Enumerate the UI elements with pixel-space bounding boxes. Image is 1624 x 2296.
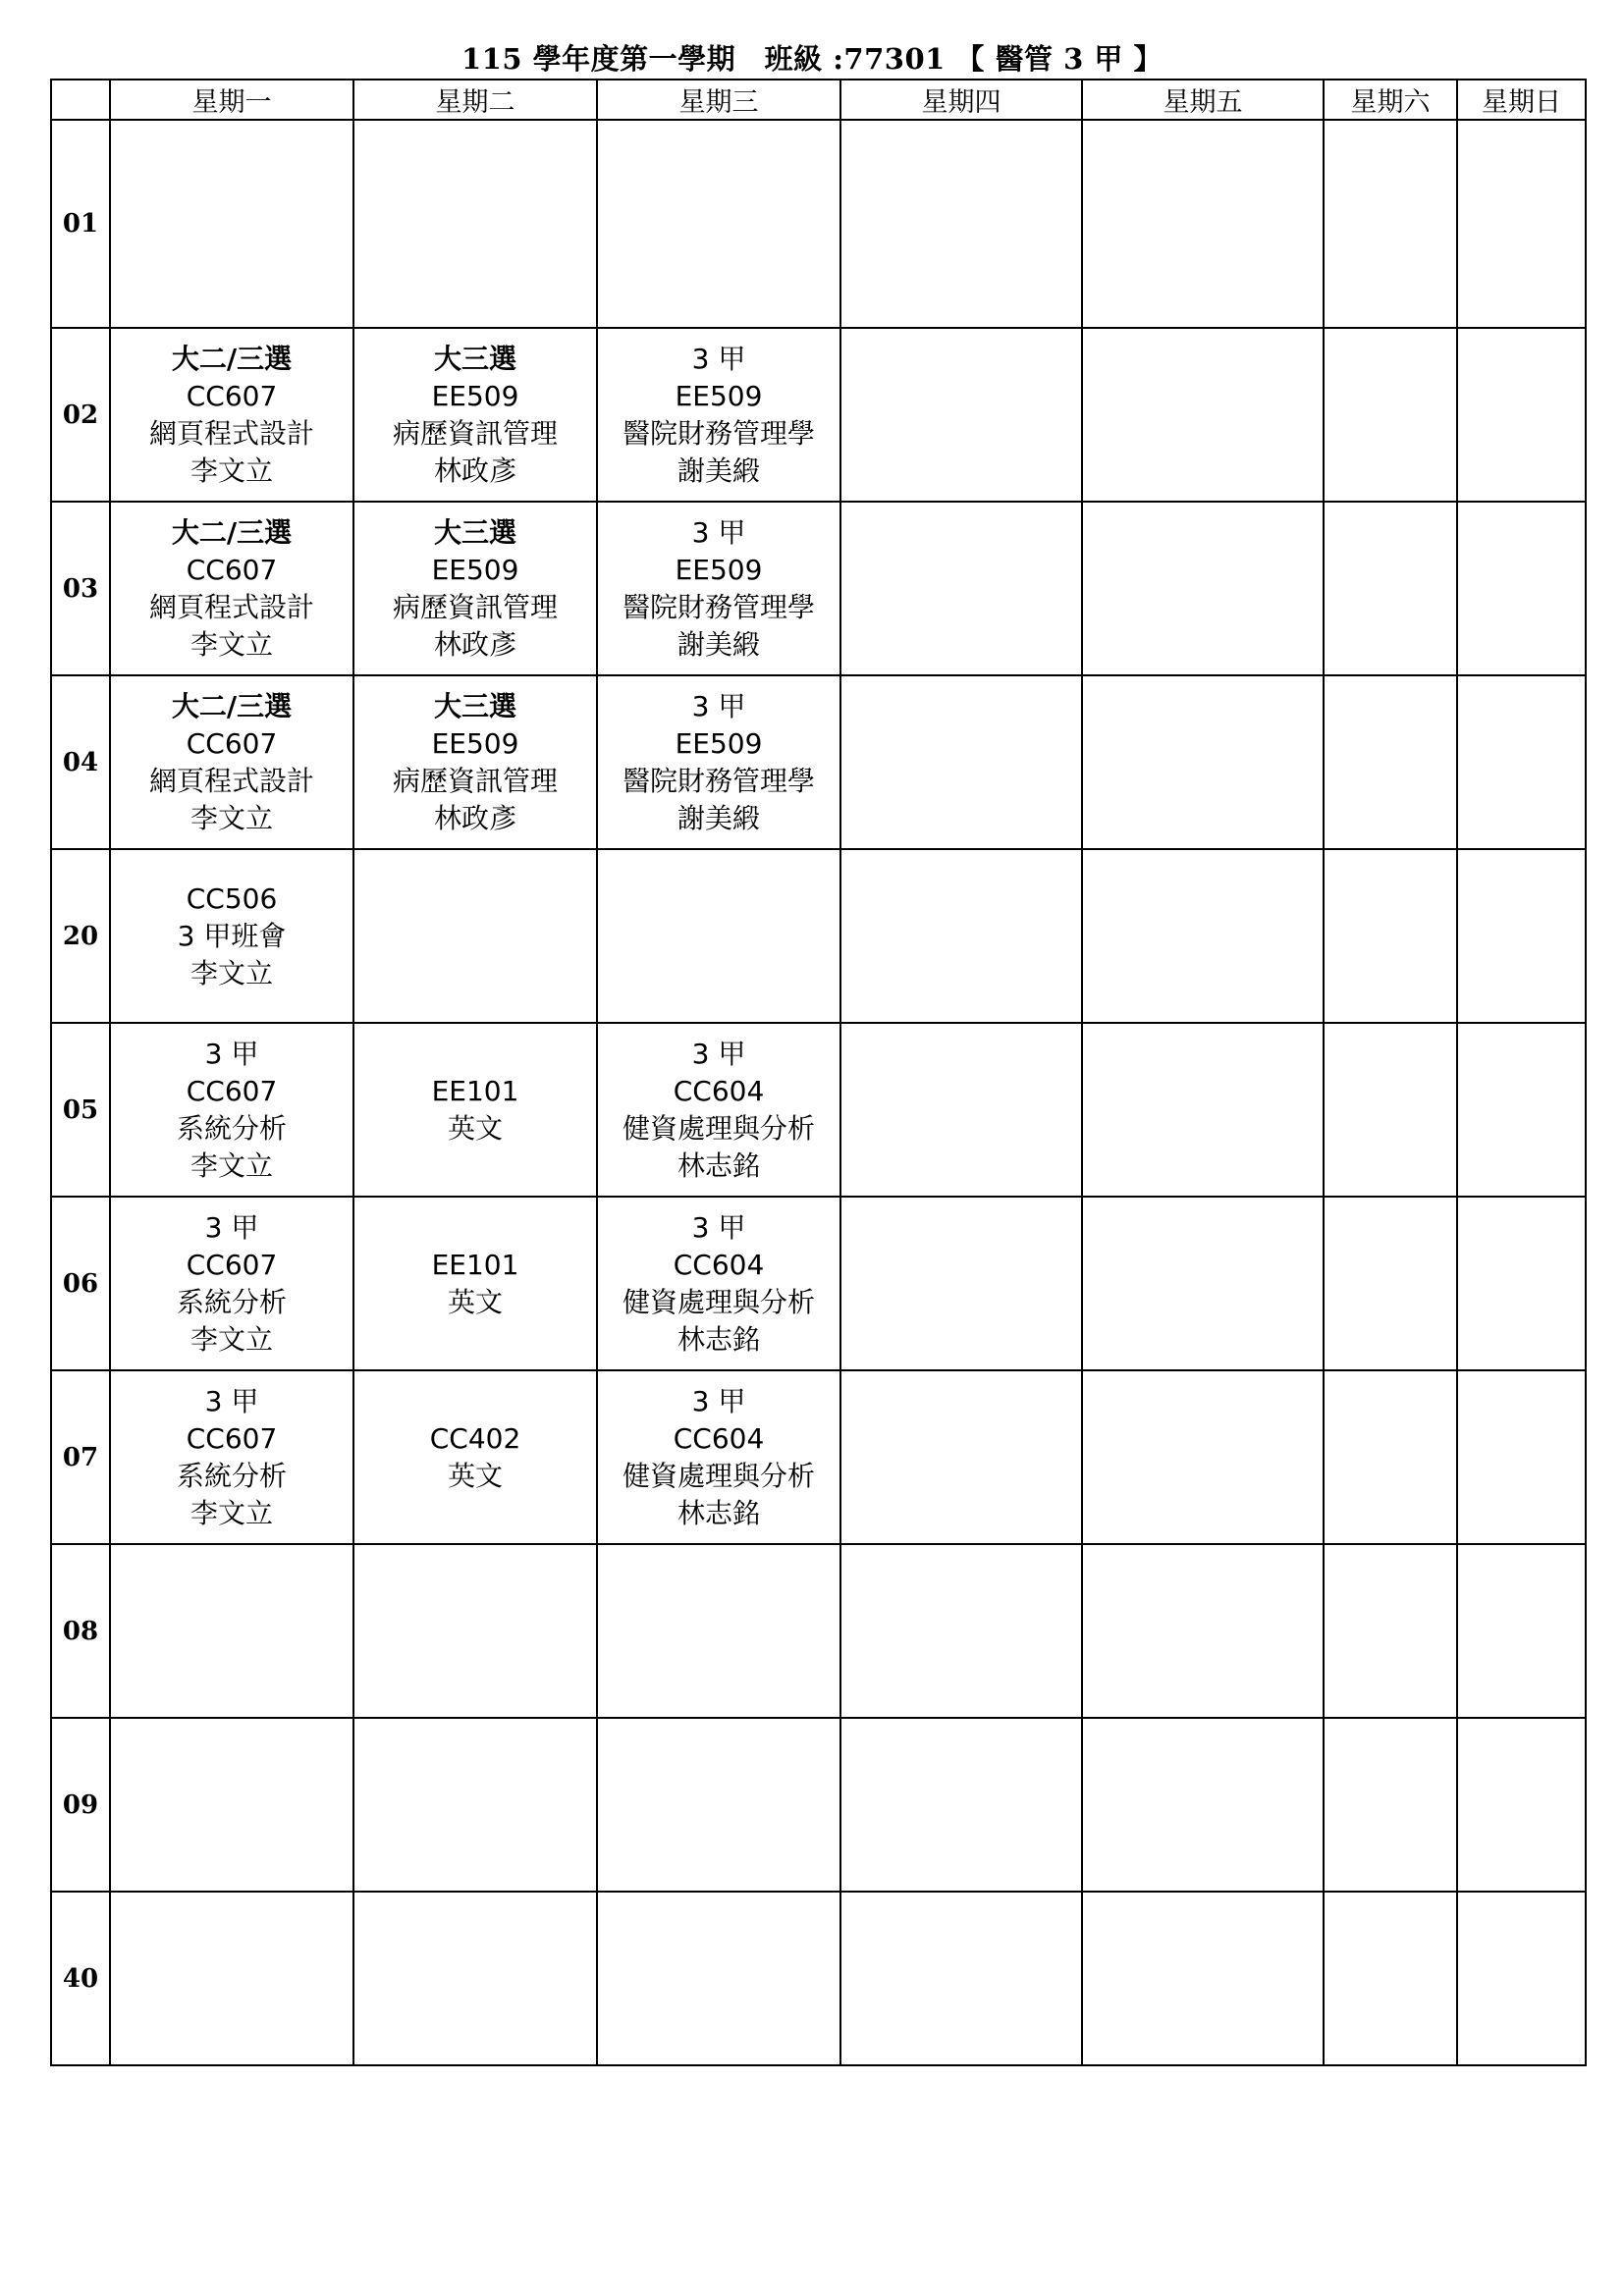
header-row [51,80,1586,120]
course-line: 3 甲 [204,1384,259,1417]
timetable-cell-sun [1457,1023,1586,1197]
period-label: 04 [51,675,110,849]
timetable-cell-thu [840,675,1082,849]
page-title: 115 學年度第一學期 班級 :77301 【 醫管 3 甲 】 [461,42,1163,76]
course-line: 大二/三選 [171,515,293,549]
course-line: 李文立 [189,801,273,834]
course-line: 英文 [447,1285,503,1318]
course-line: EE509 [675,553,763,586]
course-line: 大三選 [433,342,516,375]
corner-cell [51,80,110,120]
course-entry [111,881,352,992]
timetable-cell-fri [1082,675,1324,849]
course-line: 3 甲 [691,689,746,722]
period-label: 20 [51,849,110,1023]
timetable-cell-tue [353,1370,597,1544]
course-line: 病歷資訊管理 [392,764,558,797]
timetable-cell-wed [597,502,840,675]
timetable-cell-sat [1324,1370,1457,1544]
timetable-cell-wed [597,1023,840,1197]
course-entry [354,341,596,490]
course-line: 李文立 [189,1496,273,1529]
course-line: EE509 [431,553,519,586]
timetable-cell-sat [1324,328,1457,502]
course-line: 大三選 [433,515,516,549]
course-line: 3 甲 [691,1384,746,1417]
course-line: 網頁程式設計 [148,764,314,797]
course-line: CC604 [673,1421,765,1455]
timetable-cell-sun [1457,120,1586,328]
timetable-cell-thu [840,1718,1082,1892]
timetable-cell-sun [1457,328,1586,502]
course-line: 李文立 [189,1148,273,1182]
timetable-cell-wed [597,328,840,502]
timetable-cell-wed [597,849,840,1023]
timetable-cell-sun [1457,1718,1586,1892]
period-label: 08 [51,1544,110,1718]
course-line: 英文 [447,1111,503,1145]
timetable-cell-wed [597,1544,840,1718]
course-line: 李文立 [189,956,273,989]
course-line: CC607 [186,726,278,760]
course-line: 系統分析 [176,1111,287,1145]
period-label: 05 [51,1023,110,1197]
course-entry [111,1209,352,1359]
period-label: 01 [51,120,110,328]
period-label: 40 [51,1892,110,2065]
timetable-cell-tue [353,1023,597,1197]
timetable-cell-sat [1324,120,1457,328]
timetable-cell-tue [353,1544,597,1718]
course-line: 大二/三選 [171,689,293,722]
timetable-body [51,120,1586,2065]
course-line: 健資處理與分析 [622,1459,815,1492]
course-entry [598,1383,839,1532]
timetable-cell-mon [110,120,353,328]
course-line: CC607 [186,379,278,412]
period-row [51,1544,1586,1718]
timetable-cell-mon [110,1370,353,1544]
timetable-cell-thu [840,120,1082,328]
timetable-cell-sat [1324,1892,1457,2065]
timetable-cell-thu [840,1544,1082,1718]
period-label: 03 [51,502,110,675]
timetable-cell-fri [1082,1023,1324,1197]
course-line: 健資處理與分析 [622,1111,815,1145]
course-line: EE509 [431,379,519,412]
period-row [51,849,1586,1023]
timetable-cell-tue [353,328,597,502]
course-line: 謝美緞 [677,801,760,834]
course-entry [598,1209,839,1359]
timetable-cell-mon [110,1544,353,1718]
timetable-cell-sat [1324,502,1457,675]
course-line: 3 甲班會 [177,919,287,952]
timetable-cell-sun [1457,1544,1586,1718]
course-line: 林志銘 [677,1496,760,1529]
course-line: 林政彥 [433,627,516,661]
timetable-cell-sun [1457,675,1586,849]
course-line: 林志銘 [677,1322,760,1356]
course-line: 李文立 [189,1322,273,1356]
timetable-cell-tue [353,1718,597,1892]
course-entry [354,1247,596,1321]
course-line: 大二/三選 [171,342,293,375]
timetable-cell-mon [110,675,353,849]
timetable-cell-tue [353,849,597,1023]
course-line: 醫院財務管理學 [622,764,815,797]
course-line: EE509 [675,726,763,760]
timetable-cell-thu [840,1370,1082,1544]
period-label: 02 [51,328,110,502]
timetable-cell-fri [1082,502,1324,675]
course-line: CC604 [673,1074,765,1107]
timetable-cell-thu [840,502,1082,675]
day-header-tue: 星期二 [353,80,597,120]
timetable-cell-sat [1324,849,1457,1023]
course-entry [111,514,352,664]
timetable-cell-tue [353,675,597,849]
timetable-cell-sat [1324,1197,1457,1370]
course-line: 病歷資訊管理 [392,590,558,623]
course-entry [598,514,839,664]
timetable-cell-tue [353,120,597,328]
period-row [51,502,1586,675]
course-line: 網頁程式設計 [148,416,314,450]
period-row [51,675,1586,849]
timetable-cell-wed [597,675,840,849]
course-entry [111,1383,352,1532]
period-label: 07 [51,1370,110,1544]
timetable-cell-sat [1324,675,1457,849]
timetable-cell-fri [1082,120,1324,328]
course-entry [354,1073,596,1148]
period-label: 06 [51,1197,110,1370]
course-line: CC506 [186,881,278,915]
course-line: 3 甲 [691,1037,746,1070]
timetable-cell-sun [1457,1892,1586,2065]
course-line: 林政彥 [433,454,516,487]
course-line: CC607 [186,553,278,586]
course-line: CC607 [186,1074,278,1107]
course-line: 病歷資訊管理 [392,416,558,450]
timetable-cell-fri [1082,328,1324,502]
timetable-cell-mon [110,502,353,675]
timetable-cell-sat [1324,1023,1457,1197]
timetable-cell-sun [1457,1197,1586,1370]
period-label: 09 [51,1718,110,1892]
timetable-cell-mon [110,1197,353,1370]
timetable-cell-wed [597,1718,840,1892]
timetable-cell-wed [597,1197,840,1370]
timetable-cell-thu [840,1197,1082,1370]
day-header-sat: 星期六 [1324,80,1457,120]
course-line: 3 甲 [691,1210,746,1244]
course-entry [598,688,839,837]
course-line: 謝美緞 [677,627,760,661]
course-line: 謝美緞 [677,454,760,487]
period-row [51,1023,1586,1197]
course-line: 醫院財務管理學 [622,590,815,623]
course-entry [354,514,596,664]
timetable-cell-tue [353,502,597,675]
course-line: 健資處理與分析 [622,1285,815,1318]
timetable-cell-fri [1082,1197,1324,1370]
course-line: 醫院財務管理學 [622,416,815,450]
course-entry [111,341,352,490]
course-line: 網頁程式設計 [148,590,314,623]
course-line: 林政彥 [433,801,516,834]
course-entry [111,1036,352,1185]
timetable-cell-fri [1082,1892,1324,2065]
course-line: EE509 [431,726,519,760]
course-line: 英文 [447,1459,503,1492]
timetable-cell-sun [1457,502,1586,675]
timetable-cell-mon [110,849,353,1023]
timetable-cell-fri [1082,1370,1324,1544]
timetable [50,79,1587,2066]
course-line: 3 甲 [691,342,746,375]
course-entry [598,341,839,490]
timetable-cell-tue [353,1197,597,1370]
day-header-wed: 星期三 [597,80,840,120]
period-row [51,328,1586,502]
timetable-cell-wed [597,1892,840,2065]
timetable-cell-sat [1324,1544,1457,1718]
course-line: EE101 [431,1248,519,1281]
course-line: 大三選 [433,689,516,722]
course-line: 3 甲 [204,1037,259,1070]
course-entry [598,1036,839,1185]
course-entry [354,1420,596,1495]
course-line: 林志銘 [677,1148,760,1182]
timetable-cell-sun [1457,849,1586,1023]
course-line: CC607 [186,1421,278,1455]
day-header-sun: 星期日 [1457,80,1586,120]
day-header-thu: 星期四 [840,80,1082,120]
day-header-mon: 星期一 [110,80,353,120]
timetable-cell-sun [1457,1370,1586,1544]
course-line: 系統分析 [176,1285,287,1318]
course-entry [111,688,352,837]
timetable-cell-wed [597,120,840,328]
course-line: EE101 [431,1074,519,1107]
timetable-cell-tue [353,1892,597,2065]
timetable-cell-mon [110,1718,353,1892]
timetable-cell-mon [110,1892,353,2065]
timetable-cell-thu [840,328,1082,502]
timetable-cell-mon [110,328,353,502]
period-row [51,1892,1586,2065]
course-line: 系統分析 [176,1459,287,1492]
period-row [51,1370,1586,1544]
timetable-cell-thu [840,1892,1082,2065]
course-line: 3 甲 [691,515,746,549]
course-line: CC604 [673,1248,765,1281]
timetable-cell-fri [1082,1718,1324,1892]
period-row [51,1197,1586,1370]
course-line: CC607 [186,1248,278,1281]
timetable-cell-mon [110,1023,353,1197]
course-line: 李文立 [189,454,273,487]
course-line: 3 甲 [204,1210,259,1244]
course-entry [354,688,596,837]
course-line: EE509 [675,379,763,412]
period-row [51,1718,1586,1892]
timetable-cell-fri [1082,1544,1324,1718]
day-header-fri: 星期五 [1082,80,1324,120]
timetable-cell-wed [597,1370,840,1544]
timetable-cell-sat [1324,1718,1457,1892]
period-row [51,120,1586,328]
timetable-cell-fri [1082,849,1324,1023]
course-line: CC402 [429,1421,521,1455]
timetable-cell-thu [840,1023,1082,1197]
course-line: 李文立 [189,627,273,661]
timetable-cell-thu [840,849,1082,1023]
